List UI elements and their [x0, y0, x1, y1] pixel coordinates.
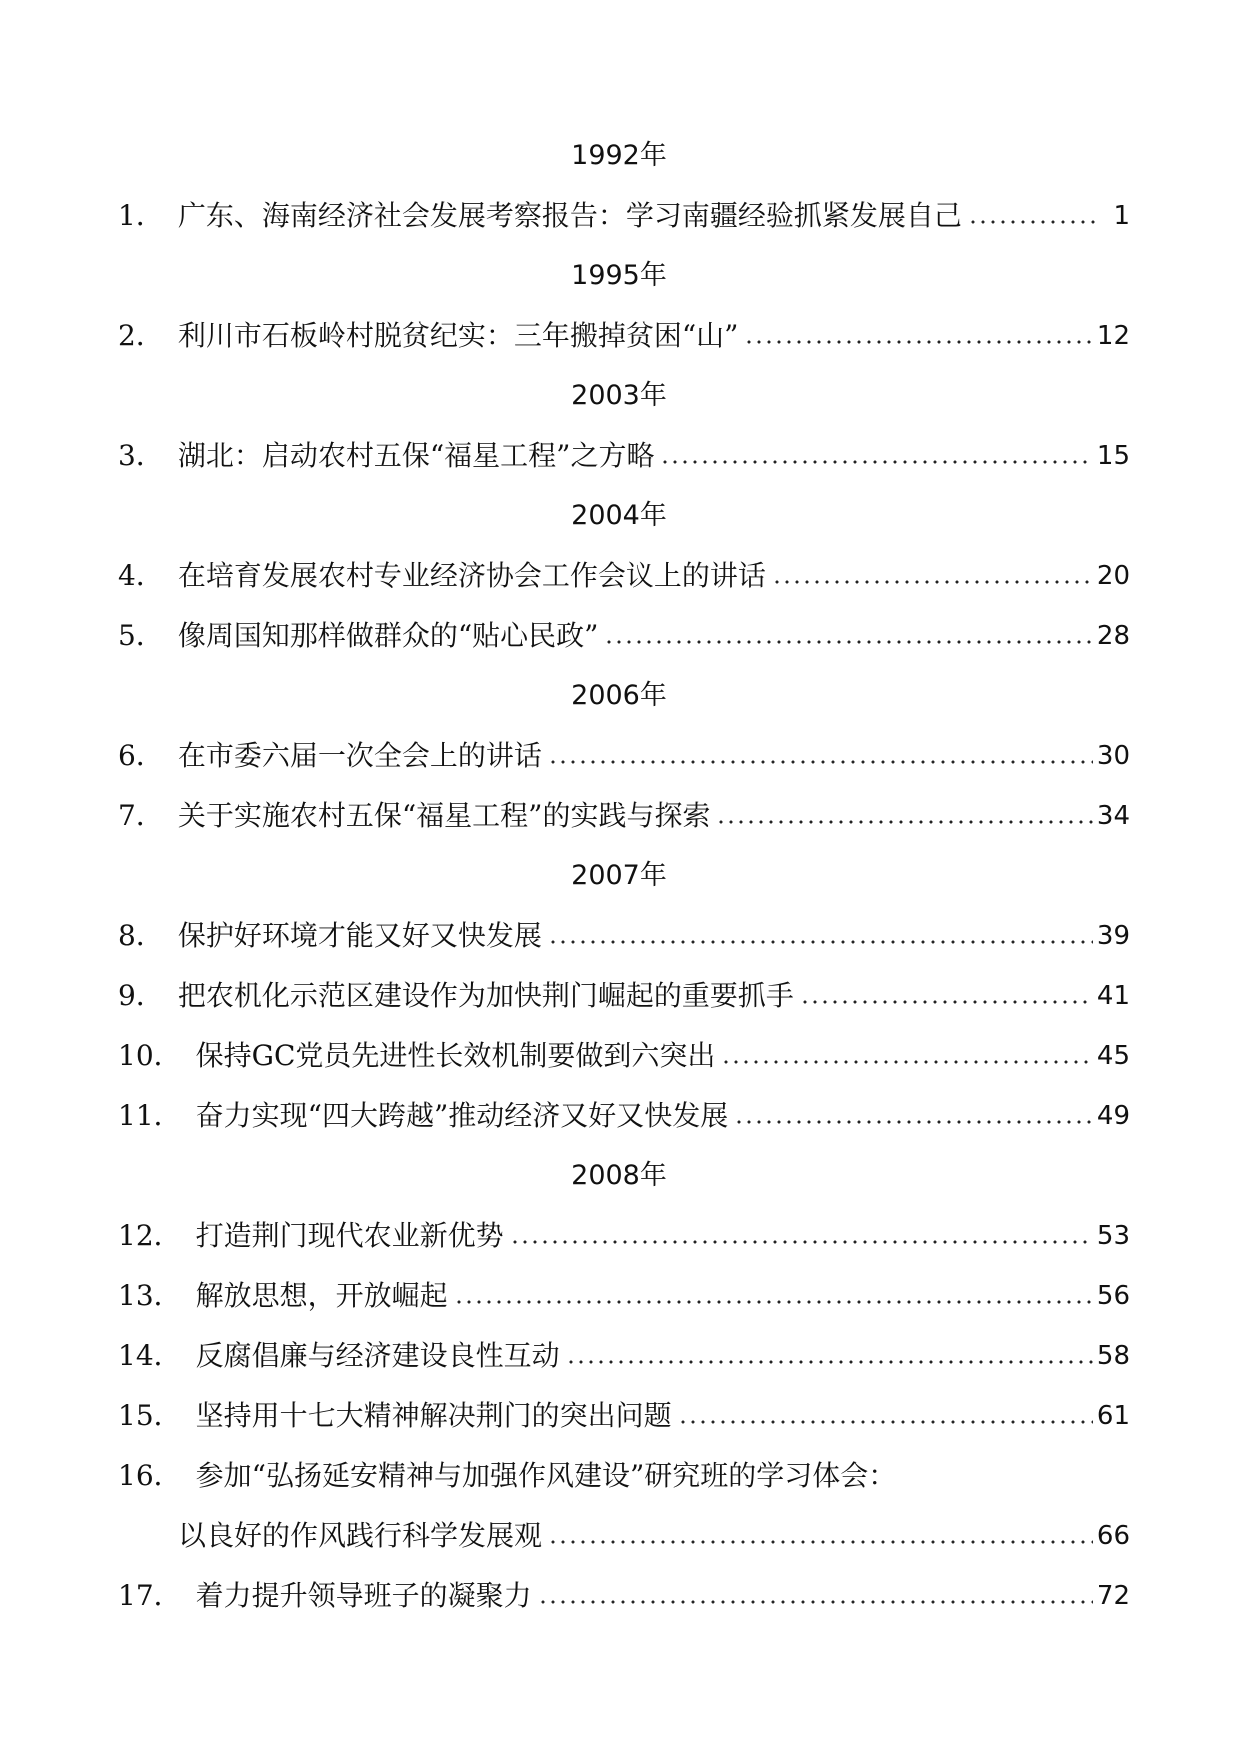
entry-number: 14．: [118, 1339, 182, 1372]
entry-number: 17．: [118, 1579, 182, 1612]
entry-title: 在市委六届一次全会上的讲话: [177, 739, 542, 772]
entry-page-number: 53: [1096, 1221, 1130, 1251]
dot-leader: [566, 1360, 1093, 1364]
entry-number: 5．: [118, 619, 164, 652]
dot-leader: [454, 1300, 1093, 1304]
toc-entry[interactable]: [118, 1326, 1130, 1386]
dot-leader: [510, 1240, 1093, 1244]
entry-number: 2．: [118, 319, 164, 352]
entry-page-number: 61: [1096, 1401, 1130, 1431]
entry-page-number: 15: [1096, 441, 1130, 471]
entry-title: 湖北：启动农村五保“福星工程”之方略: [177, 439, 655, 472]
year-heading: 2006年: [571, 680, 667, 711]
dot-leader: [772, 580, 1093, 584]
table-of-contents: [118, 126, 1130, 1626]
entry-number: 13．: [118, 1279, 182, 1312]
entry-page-number: 56: [1096, 1281, 1130, 1311]
entry-number: 8．: [118, 919, 164, 952]
entry-title: 奋力实现“四大跨越”推动经济又好又快发展: [195, 1099, 729, 1132]
toc-entry[interactable]: [118, 426, 1130, 486]
entry-title: 打造荆门现代农业新优势: [195, 1219, 504, 1252]
toc-entry[interactable]: [118, 186, 1130, 246]
toc-entry[interactable]: [118, 1266, 1130, 1326]
entry-title: 坚持用十七大精神解决荆门的突出问题: [195, 1399, 672, 1432]
dot-leader: [721, 1060, 1092, 1064]
entry-number: 6．: [118, 739, 164, 772]
entry-title: 像周国知那样做群众的“贴心民政”: [177, 619, 599, 652]
toc-entry[interactable]: [118, 726, 1130, 786]
entry-number: 11．: [118, 1099, 182, 1132]
entry-title: 利川市石板岭村脱贫纪实：三年搬掉贫困“山”: [177, 319, 739, 352]
entry-page-number: 72: [1096, 1581, 1130, 1611]
entry-page-number: 39: [1096, 921, 1130, 951]
entry-number: 4．: [118, 559, 164, 592]
toc-entry[interactable]: [118, 546, 1130, 606]
dot-leader: [800, 1000, 1093, 1004]
toc-entry[interactable]: [118, 1566, 1130, 1626]
year-heading: 1995年: [571, 260, 667, 291]
toc-entry[interactable]: [118, 1026, 1130, 1086]
entry-title: 解放思想，开放崛起: [195, 1279, 448, 1312]
entry-page-number: 28: [1096, 621, 1130, 651]
toc-entry[interactable]: [118, 786, 1130, 846]
dot-leader: [678, 1420, 1093, 1424]
entry-title: 广东、海南经济社会发展考察报告：学习南疆经验抓紧发展自己: [177, 199, 962, 232]
entry-title: 以良好的作风践行科学发展观: [178, 1519, 543, 1552]
toc-entry[interactable]: [118, 606, 1130, 666]
entry-number: 12．: [118, 1219, 182, 1252]
entry-number: 7．: [118, 799, 164, 832]
year-heading: 2008年: [571, 1160, 667, 1191]
entry-number: 1．: [118, 199, 164, 232]
toc-entry[interactable]: [118, 1446, 1130, 1506]
entry-title: 反腐倡廉与经济建设良性互动: [195, 1339, 560, 1372]
entry-page-number: 12: [1096, 321, 1130, 351]
entry-page-number: 34: [1096, 801, 1130, 831]
dot-leader: [604, 640, 1092, 644]
toc-entry[interactable]: [118, 1086, 1130, 1146]
toc-entry[interactable]: [118, 906, 1130, 966]
entry-title: 在培育发展农村专业经济协会工作会议上的讲话: [177, 559, 766, 592]
toc-entry[interactable]: [118, 306, 1130, 366]
dot-leader: [968, 220, 1096, 224]
entry-title: 着力提升领导班子的凝聚力: [195, 1579, 532, 1612]
dot-leader: [548, 760, 1093, 764]
entry-page-number: 20: [1096, 561, 1130, 591]
entry-page-number: 45: [1096, 1041, 1130, 1071]
toc-entry[interactable]: [118, 1206, 1130, 1266]
entry-page-number: 30: [1096, 741, 1130, 771]
dot-leader: [744, 340, 1092, 344]
entry-title: 保护好环境才能又好又快发展: [177, 919, 542, 952]
entry-title: 关于实施农村五保“福星工程”的实践与探索: [177, 799, 711, 832]
dot-leader: [548, 940, 1093, 944]
entry-page-number: 66: [1096, 1521, 1130, 1551]
entry-page-number: 1: [1113, 201, 1130, 231]
dot-leader: [538, 1600, 1093, 1604]
year-heading: 2007年: [571, 860, 667, 891]
entry-page-number: 58: [1096, 1341, 1130, 1371]
entry-number: 10．: [118, 1039, 182, 1072]
dot-leader: [660, 460, 1092, 464]
year-heading: 2004年: [571, 500, 667, 531]
entry-title: 把农机化示范区建设作为加快荆门崛起的重要抓手: [177, 979, 794, 1012]
dot-leader: [734, 1120, 1093, 1124]
entry-number: 15．: [118, 1399, 182, 1432]
entry-title: 保持GC党员先进性长效机制要做到六突出: [195, 1039, 716, 1072]
toc-entry[interactable]: [118, 1386, 1130, 1446]
toc-entry-continuation[interactable]: [118, 1506, 1130, 1566]
entry-page-number: 49: [1096, 1101, 1130, 1131]
entry-title: 参加“弘扬延安精神与加强作风建设”研究班的学习体会：: [195, 1459, 897, 1492]
entry-number: 3．: [118, 439, 164, 472]
dot-leader: [548, 1540, 1093, 1544]
entry-page-number: 41: [1096, 981, 1130, 1011]
year-heading: 2003年: [571, 380, 667, 411]
toc-entry[interactable]: [118, 966, 1130, 1026]
entry-number: 9．: [118, 979, 164, 1012]
year-heading: 1992年: [571, 140, 667, 171]
entry-number: 16．: [118, 1459, 182, 1492]
dot-leader: [716, 820, 1092, 824]
